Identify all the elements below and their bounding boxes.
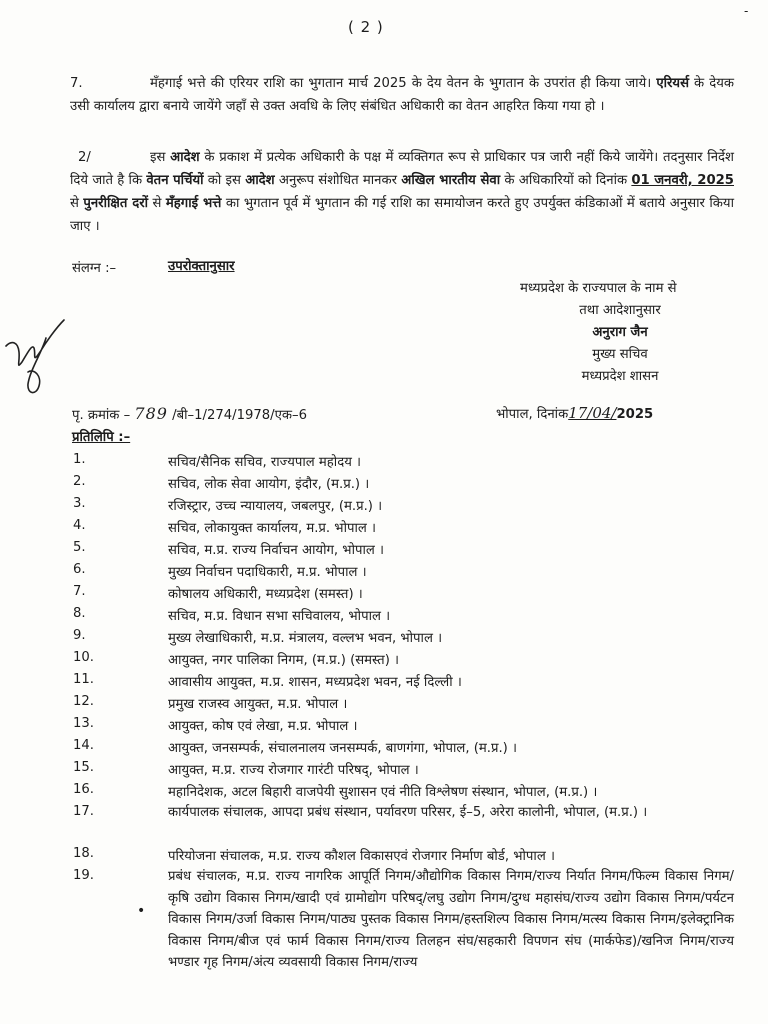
list-number: 14.	[73, 738, 94, 753]
list-item: मुख्य निर्वाचन पदाधिकारी, म.प्र. भोपाल ।	[168, 565, 367, 580]
date-year: 2025	[616, 407, 654, 422]
bold-term: आदेश	[245, 173, 275, 188]
list-item: प्रबंध संचालक, म.प्र. राज्य नागरिक आपूर्ति निगम/औद्योगिक विकास निगम/राज्य निर्यात निगम/फिल्म विकास निगम/कृषि उद्योग विकास निगम/खादी एवं ग्रामोद्योग परिषद्/लघु उद्योग निगम/दुग्ध महासंघ/राज्य उद्योग विकास निगम/पर्यटन विकास निगम/उर्जा विकास निगम/पाठ्य पुस्तक विकास निगम/हस्तशिल्प विकास निगम/मत्स्य विकास निगम/इलेक्ट्रानिक विकास निगम/बीज एवं फार्म विकास निगम/राज्य तिलहन संघ/सहकारी विपणन संघ (मार्कफेड)/खनिज निगम/राज्य भण्डार गृह निगम/अंत्य व्यवसायी विकास निगम/राज्य	[168, 869, 734, 970]
list-item: प्रमुख राजस्व आयुक्त, म.प्र. भोपाल ।	[168, 697, 348, 712]
enclosure-value: उपरोक्तानुसार	[168, 259, 235, 274]
paragraph-text: मँहगाई भत्ते की एरियर राशि का भुगतान मार्च 2025 के देय वेतन के भुगतान के उपरांत ही किया जाये।	[150, 76, 657, 91]
paragraph-7	[70, 72, 734, 118]
place-date	[496, 404, 653, 422]
place-date-label: भोपाल, दिनांक	[496, 407, 569, 422]
page-number: ( 2 )	[348, 18, 384, 36]
list-item: रजिस्ट्रार, उच्च न्यायालय, जबलपुर, (म.प्र.) ।	[168, 499, 383, 514]
list-number: 12.	[73, 694, 94, 709]
list-item: परियोजना संचालक, म.प्र. राज्य कौशल विकासएवं रोजगार निर्माण बोर्ड, भोपाल ।	[168, 849, 555, 864]
list-number: 15.	[73, 760, 94, 775]
paragraph-text: से	[70, 196, 84, 211]
list-number: 18.	[73, 846, 94, 861]
list-number: 6.	[73, 562, 86, 577]
list-number: 10.	[73, 650, 94, 665]
signatory-name: अनुराग जैन	[592, 325, 648, 340]
list-number: 19.	[73, 868, 94, 883]
list-number: 5.	[73, 540, 86, 555]
list-item: सचिव, लोक सेवा आयोग, इंदौर, (म.प्र.) ।	[168, 477, 370, 492]
copy-heading: प्रतिलिपि :–	[72, 430, 131, 445]
paragraph-text: के देयक उसी कार्यालय द्वारा बनाये जायेंगे जहाँ से उक्त अवधि के लिए संबंधित अधिकारी का वेतन आहरित किया गया हो ।	[70, 76, 735, 114]
bold-date: 01 जनवरी, 2025	[631, 173, 734, 188]
list-number: 7.	[73, 584, 86, 599]
paragraph-text: अनुरूप संशोधित मानकर	[274, 173, 402, 188]
bold-term: मँहगाई भत्ते	[165, 196, 222, 211]
bold-term: वेतन पर्चियों	[146, 173, 204, 188]
paragraph-number: 7.	[70, 76, 83, 91]
signatory-office: मध्यप्रदेश शासन	[581, 369, 659, 384]
list-number: 2.	[73, 474, 86, 489]
list-item: कार्यपालक संचालक, आपदा प्रबंध संस्थान, पर्यावरण परिसर, ई–5, अरेरा कालोनी, भोपाल, (म.प्र.) ।	[168, 805, 648, 820]
bold-term: अखिल भारतीय सेवा	[401, 173, 501, 188]
list-item: आयुक्त, म.प्र. राज्य रोजगार गारंटी परिषद्, भोपाल ।	[168, 763, 419, 778]
signature-line: तथा आदेशानुसार	[579, 303, 661, 318]
paragraph-text: इस	[150, 150, 171, 165]
list-number: 8.	[73, 606, 86, 621]
handwritten-signature	[2, 318, 82, 398]
paragraph-text: के अधिकारियों को दिनांक	[500, 173, 632, 188]
list-item: सचिव, म.प्र. विधान सभा सचिवालय, भोपाल ।	[168, 609, 391, 624]
list-number: 17.	[73, 804, 94, 819]
list-item: आयुक्त, कोष एवं लेखा, म.प्र. भोपाल ।	[168, 719, 358, 734]
paragraph-text: के प्रकाश में प्रत्येक अधिकारी के पक्ष में व्यक्तिगत रूप से प्राधिकार पत्र जारी नहीं किये जायेंगे। तदनुसार निर्देश दिये जाते है कि	[70, 150, 734, 188]
list-item: आयुक्त, नगर पालिका निगम, (म.प्र.) (समस्त) ।	[168, 653, 400, 668]
bold-term: एरियर्स	[656, 76, 689, 91]
paragraph-text: को इस	[203, 173, 246, 188]
signature-block	[520, 278, 720, 388]
list-item: आवासीय आयुक्त, म.प्र. शासन, मध्यप्रदेश भवन, नई दिल्ली ।	[168, 675, 462, 690]
reference-number-handwritten: 789	[134, 404, 168, 423]
paragraph-number: 2/	[78, 150, 91, 165]
signatory-designation: मुख्य सचिव	[592, 347, 648, 362]
corner-mark: -	[744, 4, 749, 18]
paragraph-text: का भुगतान पूर्व में भुगतान की गई राशि का समायोजन करते हुए उपर्युक्त कंडिकाओं में बताये अनुसार किया जाए ।	[70, 196, 734, 234]
bold-term: पुनरीक्षित दरों	[83, 196, 149, 211]
paragraph-text: से	[148, 196, 166, 211]
list-number: 1.	[73, 452, 86, 467]
list-item: मुख्य लेखाधिकारी, म.प्र. मंत्रालय, वल्लभ भवन, भोपाल ।	[168, 631, 443, 646]
reference-line	[72, 404, 307, 423]
list-number: 11.	[73, 672, 94, 687]
list-item: आयुक्त, जनसम्पर्क, संचालनालय जनसम्पर्क, बाणगंगा, भोपाल, (म.प्र.) ।	[168, 741, 518, 756]
bold-term: आदेश	[170, 150, 200, 165]
signature-line: मध्यप्रदेश के राज्यपाल के नाम से	[520, 281, 677, 296]
date-handwritten: 17/04/	[568, 404, 617, 422]
list-item: सचिव/सैनिक सचिव, राज्यपाल महोदय ।	[168, 455, 362, 470]
paragraph-2	[70, 146, 734, 238]
list-number: 3.	[73, 496, 86, 511]
bullet-mark: •	[137, 903, 146, 919]
reference-code: /बी–1/274/1978/एक–6	[172, 408, 308, 423]
list-item: सचिव, लोकायुक्त कार्यालय, म.प्र. भोपाल ।	[168, 521, 377, 536]
reference-prefix: पृ. क्रमांक –	[72, 408, 131, 423]
list-number: 4.	[73, 518, 86, 533]
list-number: 13.	[73, 716, 94, 731]
list-number: 16.	[73, 782, 94, 797]
list-number: 9.	[73, 628, 86, 643]
list-item: महानिदेशक, अटल बिहारी वाजपेयी सुशासन एवं नीति विश्लेषण संस्थान, भोपाल, (म.प्र.) ।	[168, 785, 598, 800]
enclosure-label: संलग्न :–	[72, 261, 117, 276]
list-item: सचिव, म.प्र. राज्य निर्वाचन आयोग, भोपाल ।	[168, 543, 385, 558]
list-item: कोषालय अधिकारी, मध्यप्रदेश (समस्त) ।	[168, 587, 363, 602]
